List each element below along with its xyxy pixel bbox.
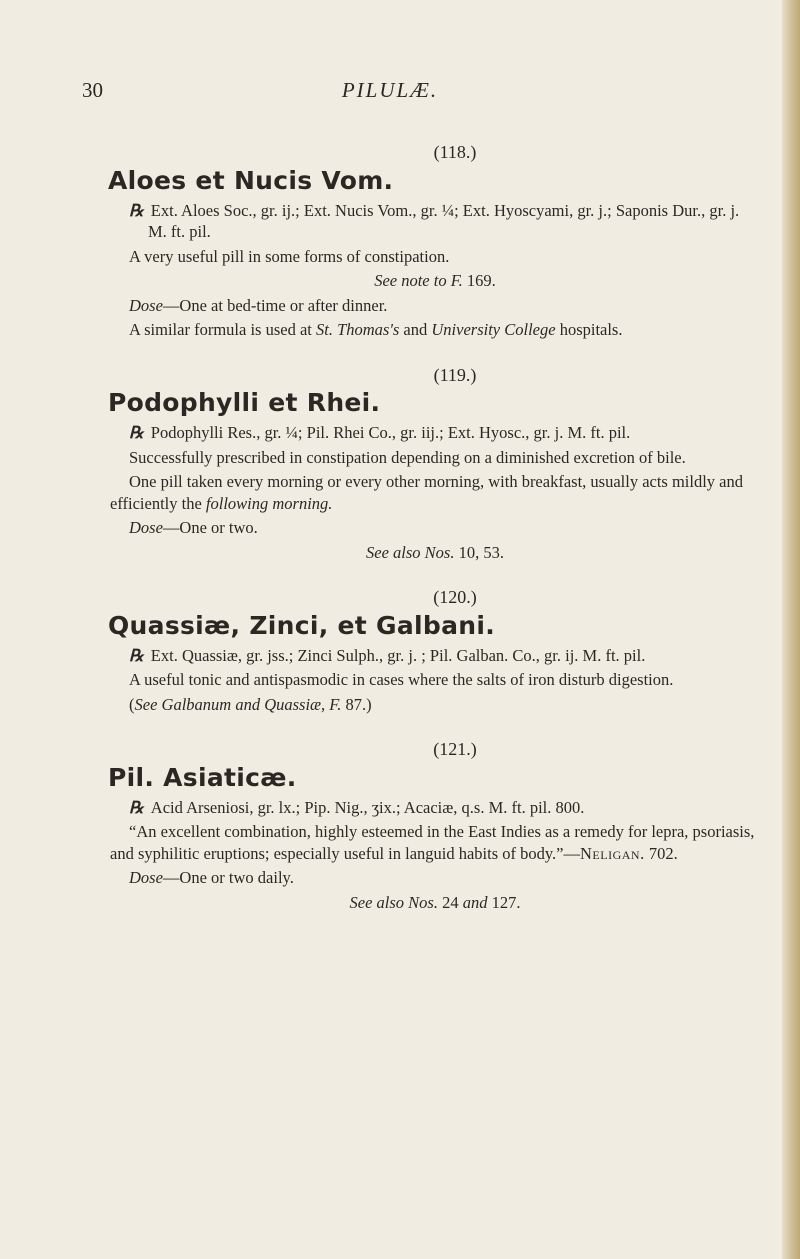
entry-title: Podophylli et Rhei. [108,388,381,417]
dose-label: Dose [129,518,163,537]
dose-label: Dose [129,868,163,887]
see-note-label: See note to F. [374,271,463,290]
quote-page: 702. [648,843,678,863]
entry-number: (120.) [433,587,477,607]
dose-text: —One or two daily. [162,868,294,887]
quote-author: Neligan. [580,843,645,863]
see-also-n1: 24 [442,892,459,912]
recipe [110,797,760,819]
similar-pre: A similar formula is used at [129,320,312,339]
rx-symbol: ℞ [129,423,144,442]
see-open: ( [129,694,135,714]
see-also-label: See also Nos. [366,542,455,562]
entry-number: (118.) [433,142,477,162]
page-number: 30 [82,78,103,102]
see-also [110,892,760,914]
quote-text: “An excellent combination, highly esteemed in the East Indies as a remedy for lepra, psoriasis, and syphilitic eruptions; especially useful in languid habits of body.”— [110,822,755,863]
entry-121 [110,739,760,913]
usage-text: One pill taken every morning or every other morning, with breakfast, usually acts mildly and efficiently the [110,472,744,513]
dose-label: Dose [129,295,163,315]
recipe-text: Ext. Quassiæ, gr. jss.; Zinci Sulph., gr. j. ; Pil. Galban. Co., gr. ij. M. ft. pil. [150,645,646,665]
hospital-1: St. Thomas's [315,320,400,339]
recipe-text: Ext. Aloes Soc., gr. ij.; Ext. Nucis Vom., gr. ¼; Ext. Hyoscyami, gr. j.; Saponis Dur., gr. j. M. ft. pil. [148,200,740,241]
dose [110,867,760,889]
similar-post: hospitals. [559,320,623,339]
see-also [110,542,760,564]
hospital-2: University College [431,320,556,339]
dose [110,517,760,539]
running-title: PILULÆ. [341,78,439,102]
similar-and: and [403,320,428,339]
similar-formula [110,319,760,341]
entry-title: Pil. Asiaticæ. [108,762,297,792]
dose [110,295,760,317]
description: A useful tonic and antispasmodic in cases where the salts of iron disturb digestion. [129,670,674,689]
see-note [110,270,760,292]
rx-symbol: ℞ [129,797,144,817]
rx-symbol: ℞ [129,200,144,220]
recipe-text: Podophylli Res., gr. ¼; Pil. Rhei Co., gr. iij.; Ext. Hyosc., gr. j. M. ft. pil. [150,423,631,442]
dose-text: —One at bed-time or after dinner. [162,295,388,315]
description: A very useful pill in some forms of constipation. [129,246,450,266]
usage-italic: following morning. [205,493,333,513]
entry-120 [110,587,760,715]
page-edge [782,0,800,1259]
entry-title: Quassiæ, Zinci, et Galbani. [108,610,496,640]
running-head [0,78,800,108]
quote [110,821,760,864]
recipe-text: Acid Arseniosi, gr. lx.; Pip. Nig., ʒix.; Acaciæ, q.s. M. ft. pil. 800. [150,797,585,817]
see-also-n2: 127. [491,892,521,912]
recipe [110,200,760,243]
entry-number: (119.) [433,364,477,385]
description: Successfully prescribed in constipation depending on a diminished excretion of bile. [129,447,686,467]
see-note-number: 169. [466,271,496,290]
page-content [110,142,760,937]
see-also-label: See also Nos. [349,892,438,912]
entry-title: Aloes et Nucis Vom. [108,165,394,195]
recipe [110,422,760,444]
entry-118 [110,142,760,341]
rx-symbol: ℞ [129,645,144,665]
see-also-numbers: 10, 53. [458,542,504,562]
dose-text: —One or two. [162,518,258,537]
see-italic: See Galbanum and Quassiæ, F. [134,694,342,714]
entry-number: (121.) [433,739,477,759]
see-also-and: and [462,892,488,912]
usage [110,471,760,514]
entry-119 [110,365,760,564]
recipe [110,645,760,667]
see-close: 87.) [345,694,372,714]
see-reference [110,694,760,716]
